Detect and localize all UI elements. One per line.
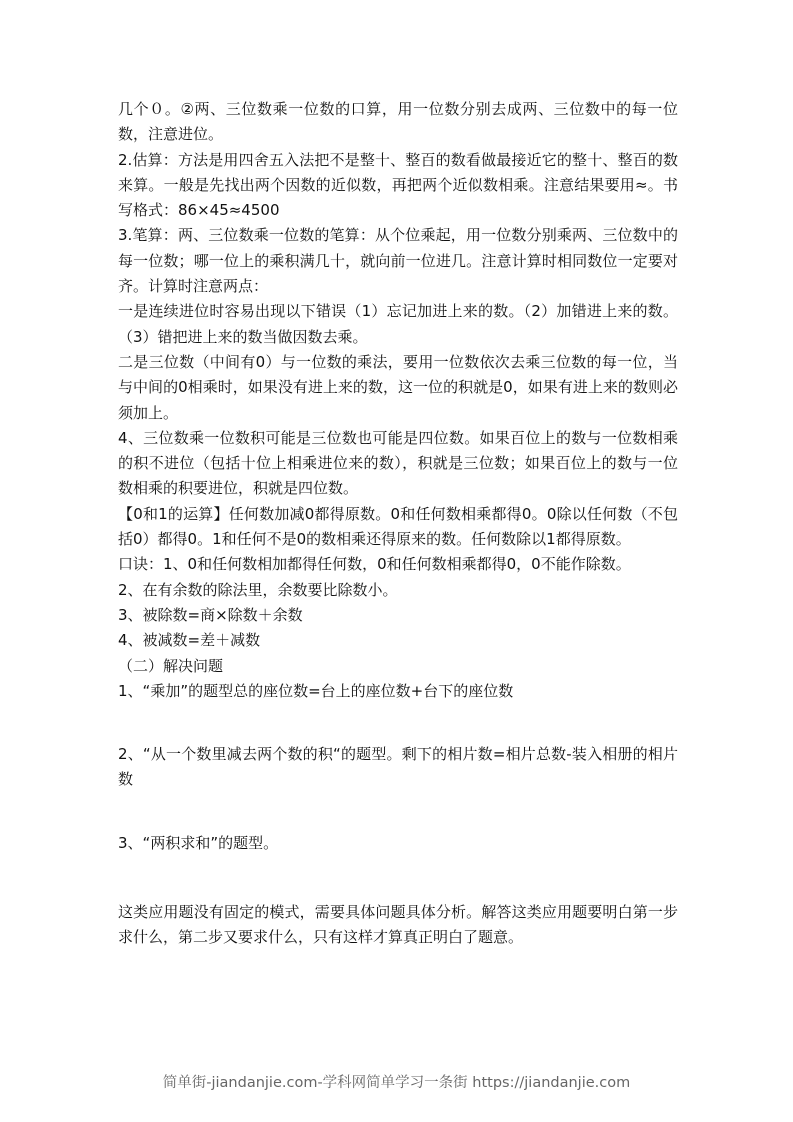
paragraph-written-calc: 3.笔算：两、三位数乘一位数的笔算：从个位乘起，用一位数分别乘两、三位数中的每一位数；哪一位上的乘积满几十，就向前一位进几。注意计算时相同数位一定要对齐。计算时注意两点： (118, 226, 678, 296)
document-body (118, 97, 678, 951)
spacer (118, 704, 678, 742)
paragraph-carry-errors: 一是连续进位时容易出现以下错误（1）忘记加进上来的数。（2）加错进上来的数。（3）错把进上来的数当做因数去乘。 (118, 302, 678, 346)
footer-watermark: 简单街-jiandanjie.com-学科网简单学习一条街 https://jiandanjie.com (162, 1075, 631, 1091)
paragraph-sum-of-products: 3、“两积求和”的题型。 (118, 833, 279, 852)
paragraph-middle-zero: 二是三位数（中间有0）与一位数的乘法，要用一位数依次去乘三位数的每一位，当与中间的0相乘时，如果没有进上来的数，这一位的积就是0，如果有进上来的数则必须加上。 (118, 352, 678, 422)
paragraph-zero-one-rules: 【0和1的运算】任何数加减0都得原数。0和任何数相乘都得0。0除以任何数（不包括0）都得0。1和任何不是0的数相乘还得原来的数。任何数除以1都得原数。 (118, 504, 678, 549)
paragraph-mnemonic: 口诀：1、0和任何数相加都得任何数，0和任何数相乘都得0，0不能作除数。 (118, 555, 631, 574)
paragraph-oral-calc: 几个０。②两、三位数乘一位数的口算，用一位数分别去成两、三位数中的每一位数，注意进位。 (118, 100, 678, 144)
paragraph-remainder-rule: 2、在有余数的除法里，余数要比除数小。 (118, 580, 398, 599)
paragraph-multiply-add: 1、“乘加”的题型总的座位数=台上的座位数+台下的座位数 (118, 681, 514, 700)
section-heading-problem-solving: （二）解决问题 (118, 656, 224, 675)
paragraph-estimation: 2.估算：方法是用四舍五入法把不是整十、整百的数看做最接近它的整十、整百的数来算。一般是先找出两个因数的近似数，再把两个近似数相乘。注意结果要用≈。书写格式：86×45≈4500 (118, 150, 678, 220)
paragraph-dividend-formula: 3、被除数=商×除数＋余数 (118, 605, 303, 624)
paragraph-subtract-product: 2、“从一个数里减去两个数的积“的题型。剩下的相片数=相片总数-装入相册的相片数 (118, 745, 678, 789)
spacer (118, 793, 678, 831)
paragraph-conclusion: 这类应用题没有固定的模式，需要具体问题具体分析。解答这类应用题要明白第一步求什么，第二步又要求什么，只有这样才算真正明白了题意。 (118, 903, 678, 947)
paragraph-product-digits: 4、三位数乘一位数积可能是三位数也可能是四位数。如果百位上的数与一位数相乘的积不进位（包括十位上相乘进位来的数），积就是三位数；如果百位上的数与一位数相乘的积要进位，积就是四位数。 (118, 428, 678, 498)
paragraph-minuend-formula: 4、被减数=差＋减数 (118, 631, 261, 650)
spacer (118, 856, 678, 900)
